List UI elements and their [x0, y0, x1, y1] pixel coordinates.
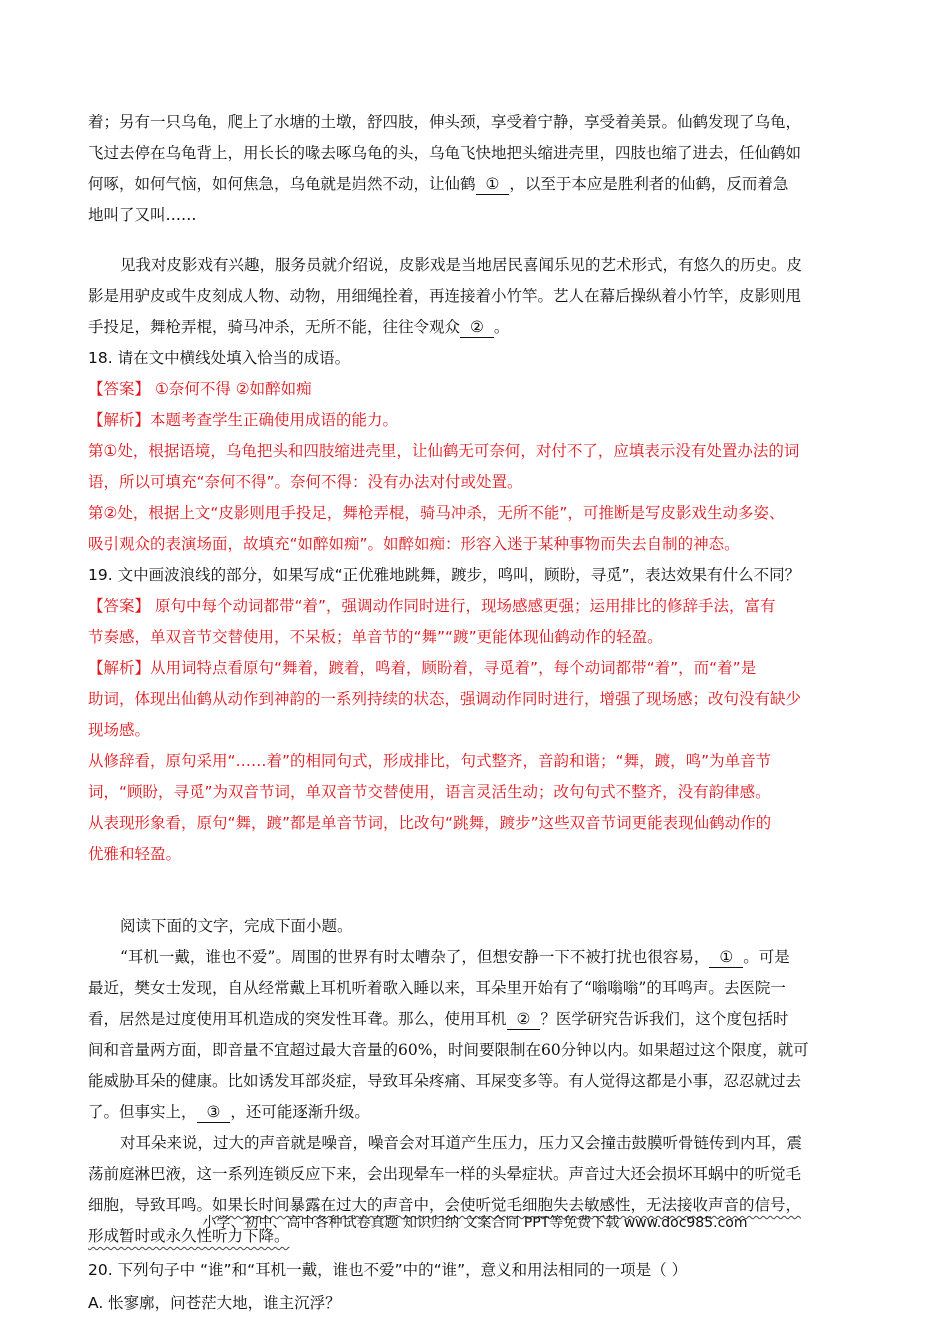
q18-analysis-p2a: 第②处，根据上文“皮影则甩手投足，舞枪弄棍，骑马冲杀，无所不能”，可推断是写皮影戏生动多姿、 [88, 504, 785, 522]
answer-text: 原句中每个动词都带“着”，强调动作同时进行，现场感感更强；运用排比的修辞手法，富有 [150, 597, 776, 615]
q18-analysis-p1a: 第①处，根据语境，乌龟把头和四肢缩进壳里，让仙鹤无可奈何，对付不了，应填表示没有处置办法的词 [88, 442, 800, 460]
passage2-line-3 [88, 1009, 788, 1030]
q18-analysis [88, 410, 398, 430]
q19-analysis-b2: 词，“顾盼，寻觅”为双音节词，单双音节交替使用，语言灵活生动；改句句式不整齐，没有韵律感。 [88, 783, 771, 801]
passage2-line-6 [88, 1102, 370, 1123]
text: 何啄，如何气恼，如何焦急，乌龟就是岿然不动，让仙鹤 [88, 175, 476, 193]
text: 。 [493, 318, 510, 336]
blank-2: ② [507, 1009, 541, 1030]
text: ，还可能逐渐升级。 [230, 1103, 370, 1121]
text: ？医学研究告诉我们，这个度包括时 [540, 1010, 789, 1028]
passage1-line-2: 飞过去停在乌龟背上，用长长的喙去啄乌龟的头，乌龟飞快地把头缩进壳里，四肢也缩了进去，任仙鹤如 [88, 144, 802, 162]
analysis-text: 本题考查学生正确使用成语的能力。 [150, 411, 399, 429]
answer-text: ①奈何不得 ②如醉如痴 [150, 380, 312, 398]
answer-tag: 【答案】 [88, 380, 151, 398]
passage2-line-4: 间和音量两方面，即音量不宜超过最大音量的60%，时间要限制在60分钟以内。如果超过这个限度，就可 [88, 1041, 809, 1059]
q19-answer-2: 节奏感，单双音节交替使用，不呆板；单音节的“舞”“踱”更能体现仙鹤动作的轻盈。 [88, 628, 663, 646]
q19-analysis-c2: 优雅和轻盈。 [88, 845, 182, 863]
q19-analysis-c1: 从表现形象看，原句“舞，踱”都是单音节词，比改句“跳舞，踱步”这些双音节词更能表现仙鹤动作的 [88, 814, 772, 832]
question-18: 18. 请在文中横线处填入恰当的成语。 [88, 349, 351, 367]
q18-answer [88, 379, 312, 399]
answer-tag: 【答案】 [88, 597, 151, 615]
passage1-line-4: 地叫了又叫…… [88, 206, 197, 224]
text: 了。但事实上， [88, 1103, 197, 1121]
text: 细胞，导致耳鸣。 [88, 1196, 213, 1214]
passage1-line-3 [88, 174, 788, 195]
passage2-intro: 阅读下面的文字，完成下面小题。 [120, 917, 353, 935]
analysis-tag: 【解析】 [88, 411, 151, 429]
blank-1: ① [476, 174, 510, 195]
text: ，以至于本应是胜利者的仙鹤，反而着急 [509, 175, 789, 193]
q19-analysis-a3: 现场感。 [88, 721, 151, 739]
blank-3: ③ [197, 1102, 231, 1123]
passage2-line-5: 能威胁耳朵的健康。比如诱发耳部炎症，导致耳朵疼痛、耳屎变多等。有人觉得这都是小事，忍忍就过去 [88, 1072, 802, 1090]
passage2-line-2: 最近，樊女士发现，自从经常戴上耳机听着歌入睡以来，耳朵里开始有了“嗡嗡嗡”的耳鸣声。去医院一 [88, 979, 786, 997]
passage1-line-6: 影是用驴皮或牛皮刻成人物、动物，用细绳拴着，再连接着小竹竿。艺人在幕后操纵着小竹竿，皮影则甩 [88, 287, 802, 305]
passage1-line-1: 着；另有一只乌龟，爬上了水塘的土墩，舒四肢，伸头颈，享受着宁静，享受着美景。仙鹤发现了乌龟， [88, 113, 802, 131]
analysis-text: 从用词特点看原句“舞着，踱着，鸣着，顾盼着，寻觅着”，每个动词都带“着”，而“着”是 [150, 659, 757, 677]
passage2-line-7: 对耳朵来说，过大的声音就是噪音，噪音会对耳道产生压力，压力又会撞击鼓膜听骨链传到内耳，震 [120, 1134, 803, 1152]
text: 看，居然是过度使用耳机造成的突发性耳聋。那么，使用耳机 [88, 1010, 507, 1028]
wavy-underlined-text: 形成暂时或永久性听力下降。 [88, 1227, 290, 1245]
passage1-line-7 [88, 317, 509, 338]
wavy-underlined-text: 如果长时间暴露在过大的声音中，会使听觉毛细胞失去敏感性，无法接收声音的信号， [212, 1196, 802, 1214]
q19-analysis-a1 [88, 658, 756, 678]
text: 手投足，舞枪弄棍，骑马冲杀，无所不能，往往令观众 [88, 318, 461, 336]
passage1-line-5: 见我对皮影戏有兴趣，服务员就介绍说，皮影戏是当地居民喜闻乐见的艺术形式，有悠久的历史。皮 [120, 256, 803, 274]
page-footer: 小学、初中、高中各种试卷真题 知识归纳 文案合同 PPT等免费下载 www.doc985.com [202, 1215, 748, 1231]
blank-2: ② [460, 317, 494, 338]
q19-analysis-b1: 从修辞看，原句采用“……着”的相同句式，形成排比，句式整齐，音韵和谐；“舞，踱，鸣”为单音节 [88, 752, 772, 770]
passage2-line-1 [88, 947, 790, 968]
question-20: 20. 下列句子中 “谁”和“耳机一戴，谁也不爱”中的“谁”，意义和用法相同的一项是（ ） [88, 1261, 688, 1279]
passage2-line-8: 荡前庭淋巴液，这一系列连锁反应下来，会出现晕车一样的头晕症状。声音过大还会损坏耳蜗中的听觉毛 [88, 1165, 802, 1183]
text: “耳机一戴，谁也不爱”。周围的世界有时太嘈杂了，但想安静一下不被打扰也很容易， [120, 948, 710, 966]
q18-analysis-p2b: 吸引观众的表演场面，故填充“如醉如痴”。如醉如痴：形容入迷于某种事物而失去自制的神态。 [88, 535, 740, 553]
q19-analysis-a2: 助词，体现出仙鹤从动作到神韵的一系列持续的状态，强调动作同时进行，增强了现场感；改句没有缺少 [88, 690, 802, 708]
q19-answer-1 [88, 596, 776, 616]
text: 。可是 [743, 948, 790, 966]
q20-option-a: A. 怅寥廓，问苍茫大地，谁主沉浮？ [88, 1294, 341, 1312]
question-19: 19. 文中画波浪线的部分，如果写成“正优雅地跳舞，踱步，鸣叫，顾盼，寻觅”，表达效果有什么不同？ [88, 566, 801, 584]
q18-analysis-p1b: 语，所以可填充“奈何不得”。奈何不得：没有办法对付或处置。 [88, 473, 523, 491]
blank-1: ① [709, 947, 743, 968]
analysis-tag: 【解析】 [88, 659, 151, 677]
